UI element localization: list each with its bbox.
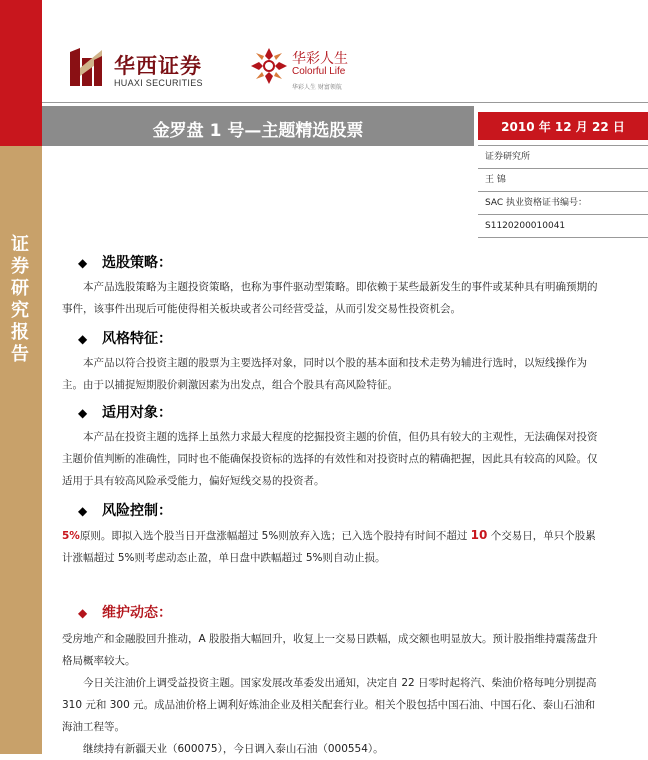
colorful-life-icon bbox=[250, 46, 288, 86]
cert-no-row: S1120200010041 bbox=[478, 215, 648, 238]
report-date: 2010 年 12 月 22 日 bbox=[501, 120, 625, 134]
colorful-life-logo bbox=[250, 46, 348, 91]
maintenance-paragraph-1: 受房地产和金融股回升推动，A 股股指大幅回升，收复上一交易日跌幅，成交额也明显放大。预计股指维持震荡盘升格局概率较大。 bbox=[62, 633, 598, 667]
section-title: 风险控制： bbox=[102, 503, 172, 519]
risk-threshold-highlight: 5% bbox=[62, 530, 80, 542]
section-strategy-heading bbox=[78, 252, 172, 272]
section-audience-text: 本产品在投资主题的选择上虽然力求最大程度的挖掘投资主题的价值，但仍具有较大的主观性，无法确保对投资主题价值判断的准确性，同时也不能确保投资标的选择的有效性和对投资时点的精确把握，因此具有较高的风险。仅适用于具有较高风险承受能力，偏好短线交易的投资者。 bbox=[62, 431, 598, 487]
side-red-bar bbox=[0, 0, 42, 146]
diamond-bullet-icon: ◆ bbox=[78, 606, 88, 620]
analyst-info bbox=[478, 145, 648, 238]
holding-days-highlight: 10 bbox=[470, 528, 488, 542]
section-title: 适用对象： bbox=[102, 405, 172, 421]
maintenance-paragraph-2: 今日关注油价上调受益投资主题。国家发展改革委发出通知，决定自 22 日零时起将汽、柴油价格每吨分别提高 310 元和 300 元。成品油价格上调利好炼油企业及相关配套行业。相关个股包括中国石油、中国石化、泰山石油和海油工程等。 bbox=[62, 677, 597, 733]
section-title: 维护动态： bbox=[102, 605, 172, 621]
diamond-bullet-icon: ◆ bbox=[78, 332, 88, 346]
section-maintenance-heading bbox=[78, 602, 172, 622]
report-title: 金罗盘 1 号—主题精选股票 bbox=[152, 121, 364, 141]
report-type-label: 证券研究报告 bbox=[11, 234, 29, 365]
colorful-life-en-name: Colorful Life bbox=[292, 66, 346, 77]
section-style-heading bbox=[78, 328, 172, 348]
section-strategy-text: 本产品选股策略为主题投资策略，也称为事件驱动型策略。即依赖于某些最新发生的事件或某种具有明确预期的事件，该事件出现后可能使得相关板块或者公司经营受益，从而引发交易性投资机会。 bbox=[62, 281, 598, 315]
author-row: 王 锦 bbox=[478, 169, 648, 192]
side-label bbox=[0, 146, 42, 754]
diamond-bullet-icon: ◆ bbox=[78, 406, 88, 420]
dept-row: 证券研究所 bbox=[478, 145, 648, 169]
section-risk-text: 5%原则。即拟入选个股当日开盘涨幅超过 5%则放弃入选；已入选个股持有时间不超过 10 个交易日，单只个股累计涨幅超过 5%则考虑动态止盈，单日盘中跌幅超过 5%则自动止损。 bbox=[62, 528, 596, 564]
section-title: 风格特征： bbox=[102, 331, 172, 347]
colorful-life-tagline: 华彩人生 财富领航 bbox=[292, 84, 342, 91]
header-divider bbox=[42, 102, 648, 103]
cert-label-row: SAC 执业资格证书编号： bbox=[478, 192, 648, 215]
section-title: 选股策略： bbox=[102, 255, 172, 271]
colorful-life-name: 华彩人生 bbox=[292, 51, 348, 67]
diamond-bullet-icon: ◆ bbox=[78, 256, 88, 270]
diamond-bullet-icon: ◆ bbox=[78, 504, 88, 518]
section-audience-heading bbox=[78, 402, 172, 422]
section-risk-heading bbox=[78, 500, 172, 520]
section-style-text: 本产品以符合投资主题的股票为主要选择对象，同时以个股的基本面和技术走势为辅进行选时，以短线操作为主。由于以捕捉短期股价刺激因素为出发点，组合个股具有高风险特征。 bbox=[62, 357, 587, 391]
maintenance-paragraph-3: 继续持有新疆天业（600075），今日调入泰山石油（000554）。 bbox=[83, 743, 384, 755]
date-bar bbox=[478, 112, 648, 140]
section-maintenance-text bbox=[62, 628, 602, 760]
huaxi-name: 华西证券 bbox=[114, 54, 202, 78]
huaxi-logo bbox=[66, 46, 203, 92]
title-bar bbox=[42, 106, 474, 146]
huaxi-logo-icon bbox=[66, 46, 106, 88]
huaxi-en-name: HUAXI SECURITIES bbox=[114, 78, 203, 88]
